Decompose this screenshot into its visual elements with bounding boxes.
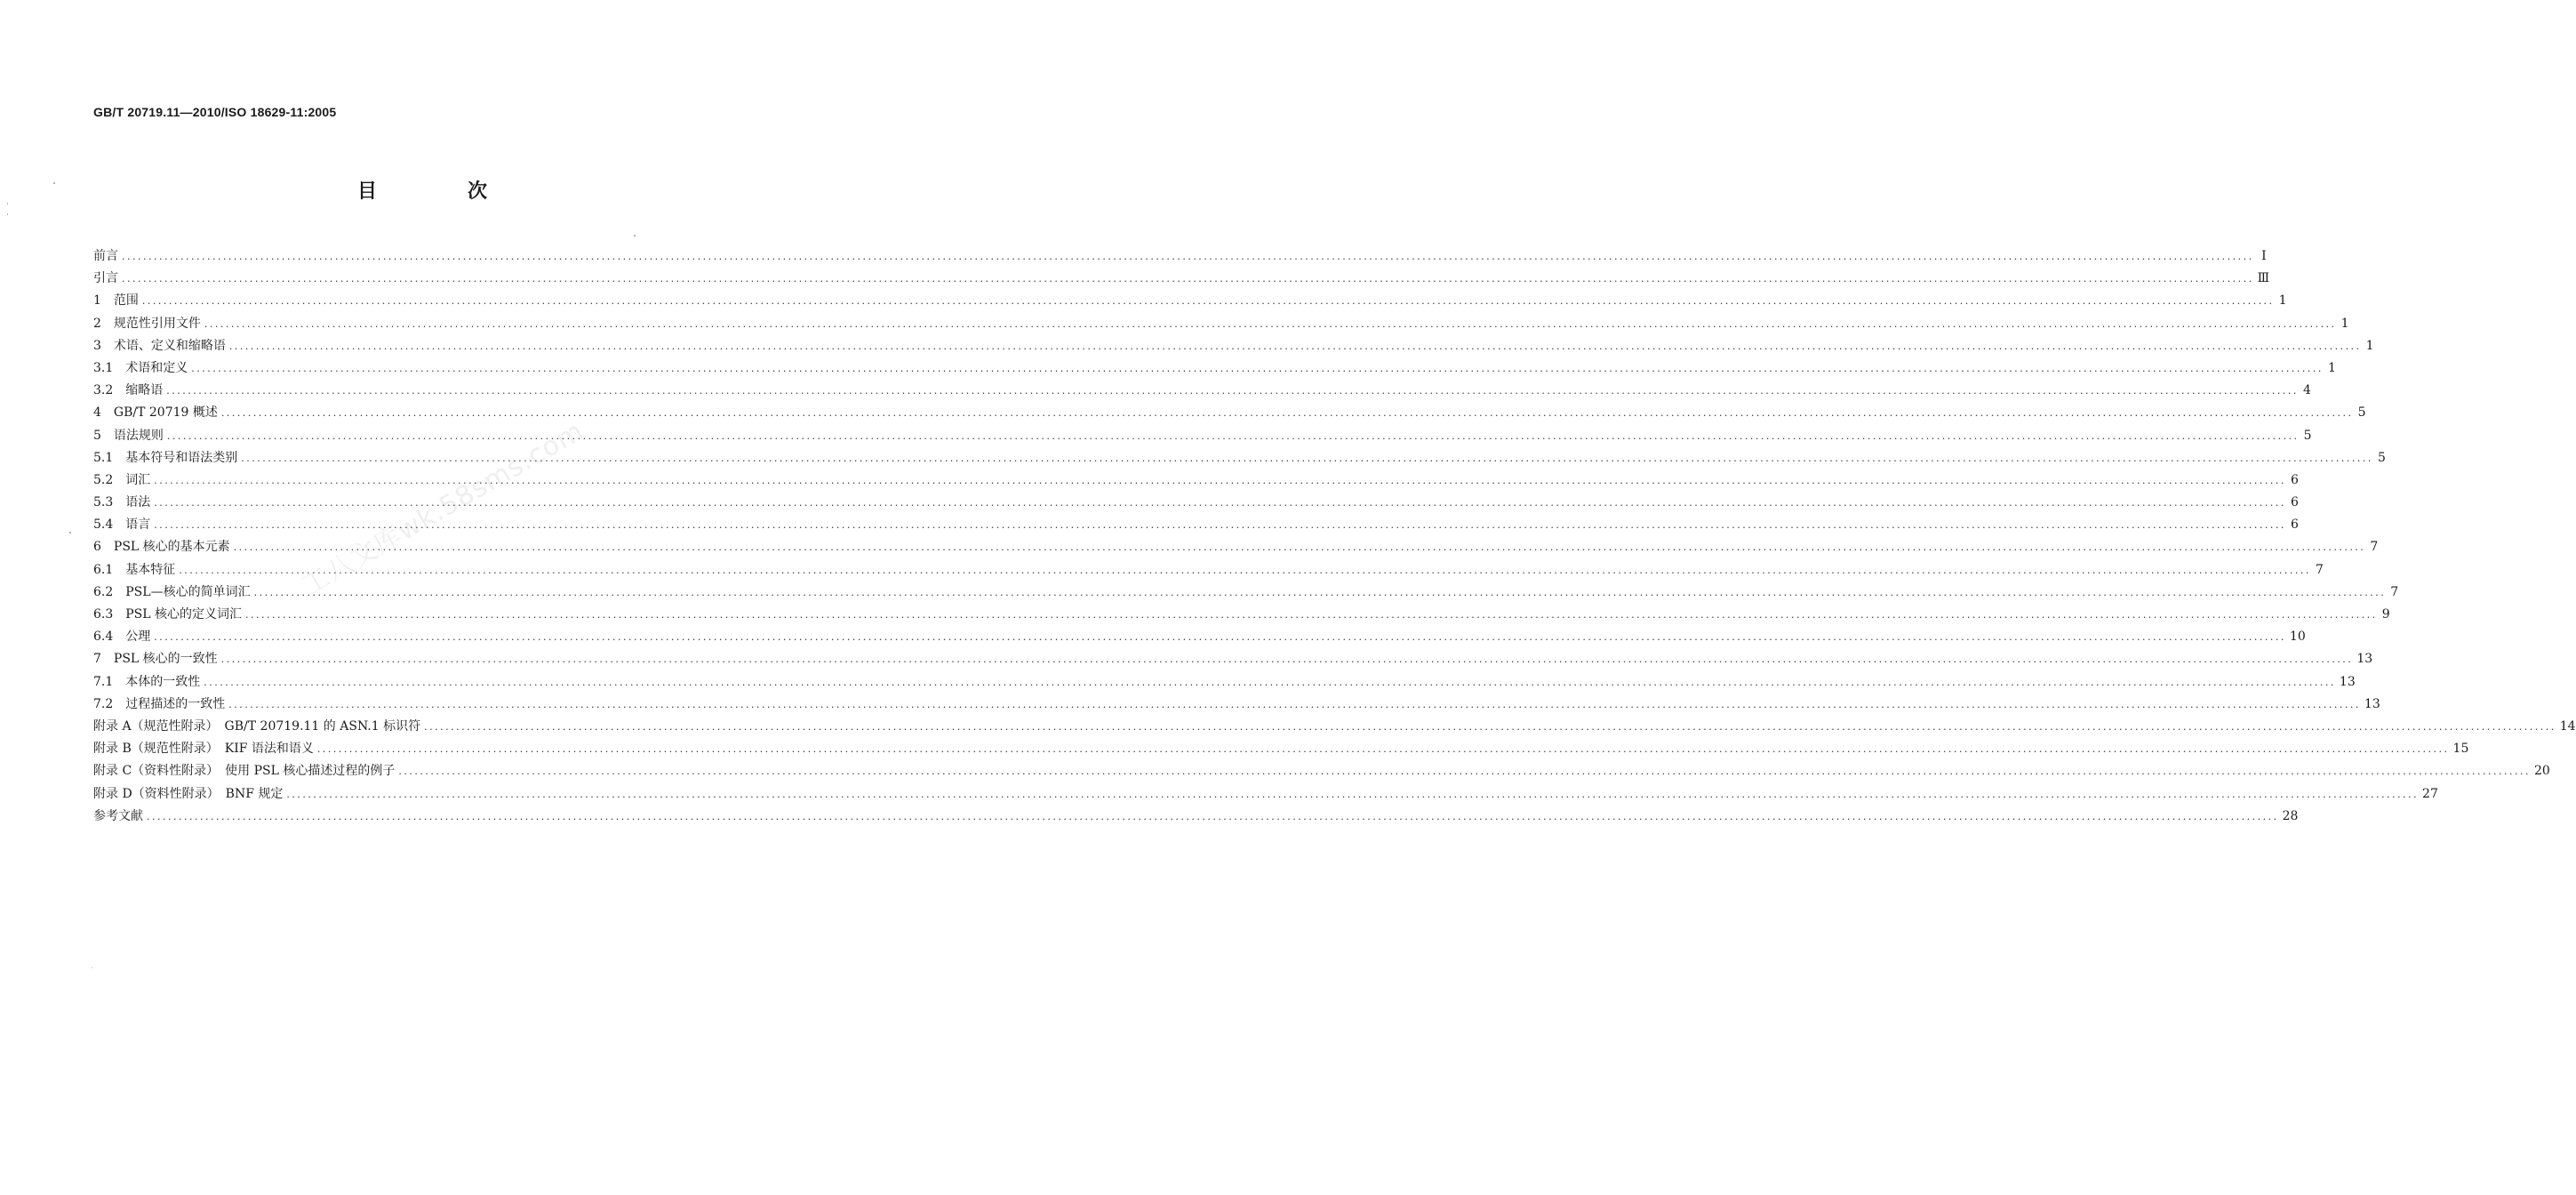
toc-leader-dots: ................................................................................................................................................................................................................................................................................................................................................................................................................: [228, 340, 2362, 352]
toc-entry-label: 引言: [93, 271, 118, 286]
toc-entry-label: 3 术语、定义和缩略语: [93, 338, 226, 353]
toc-leader-dots: ................................................................................................................................................................................................................................................................................................................................................................................................................: [147, 810, 2279, 822]
toc-entry-page: 13: [2356, 652, 2373, 667]
toc-entry-page: 6: [2290, 517, 2299, 533]
toc-entry-page: Ⅲ: [2257, 271, 2270, 286]
toc-entry-page: 13: [2364, 696, 2380, 711]
toc-leader-dots: ................................................................................................................................................................................................................................................................................................................................................................................................................: [154, 497, 2286, 509]
toc-entry-label: 附录 D（资料性附录） BNF 规定: [93, 786, 284, 801]
toc-entry-page: 15: [2452, 742, 2469, 757]
toc-entry-label: 6.1 基本特征: [93, 562, 176, 577]
toc-entry-page: 1: [2327, 360, 2336, 375]
scan-speck: [7, 203, 8, 205]
toc-entry-page: 5: [2357, 405, 2366, 421]
toc-entry-page: 1: [2365, 338, 2374, 353]
toc-entry-label: 5.2 词汇: [93, 472, 151, 487]
toc-entry: [93, 470, 2299, 493]
toc-entry-page: 5: [2377, 450, 2386, 465]
toc-entry: [93, 537, 2379, 559]
toc-entry-label: 参考文献: [93, 808, 143, 823]
toc-leader-dots: ................................................................................................................................................................................................................................................................................................................................................................................................................: [286, 788, 2420, 800]
toc-entry-label: 前言: [93, 249, 118, 263]
watermark: 工八文库wk.58sms.com: [297, 415, 590, 603]
toc-entry-page: 20: [2534, 764, 2550, 779]
table-of-contents: [93, 246, 2576, 829]
toc-leader-dots: ................................................................................................................................................................................................................................................................................................................................................................................................................: [179, 564, 2311, 576]
scan-speck: [69, 532, 71, 533]
toc-entry-label: 附录 B（规范性附录） KIF 语法和语义: [93, 742, 314, 757]
toc-entry: [93, 739, 2469, 761]
toc-entry: [93, 672, 2356, 694]
toc-leader-dots: ................................................................................................................................................................................................................................................................................................................................................................................................................: [204, 676, 2336, 688]
toc-entry: [93, 381, 2311, 403]
toc-entry-page: 14: [2559, 718, 2576, 734]
toc-leader-dots: ................................................................................................................................................................................................................................................................................................................................................................................................................: [398, 766, 2532, 778]
toc-entry-label: 3.2 缩略语: [93, 383, 164, 398]
toc-entry: [93, 493, 2299, 515]
toc-leader-dots: ................................................................................................................................................................................................................................................................................................................................................................................................................: [220, 407, 2354, 420]
toc-entry-label: 5.3 语法: [93, 495, 151, 510]
toc-leader-dots: ................................................................................................................................................................................................................................................................................................................................................................................................................: [241, 452, 2373, 464]
toc-entry-label: 4 GB/T 20719 概述: [93, 405, 218, 421]
toc-entry: [93, 426, 2312, 448]
toc-entry-page: 10: [2289, 630, 2306, 645]
toc-leader-dots: ................................................................................................................................................................................................................................................................................................................................................................................................................: [245, 609, 2378, 621]
toc-entry-label: 3.1 术语和定义: [93, 360, 188, 375]
toc-entry: [93, 515, 2299, 537]
toc-entry-page: 27: [2422, 786, 2438, 801]
toc-entry-label: 2 规范性引用文件: [93, 316, 201, 331]
toc-entry: [93, 605, 2390, 627]
toc-entry-label: 6.2 PSL—核心的简单词汇: [93, 584, 251, 599]
toc-entry-page: 7: [2315, 562, 2324, 577]
toc-entry-page: 9: [2381, 607, 2390, 622]
toc-entry-label: 7 PSL 核心的一致性: [93, 652, 218, 667]
toc-entry: [93, 627, 2306, 649]
toc-entry-label: 1 范围: [93, 293, 139, 309]
toc-entry: [93, 649, 2373, 671]
toc-entry-label: 附录 C（资料性附录） 使用 PSL 核心描述过程的例子: [93, 764, 396, 779]
toc-leader-dots: ................................................................................................................................................................................................................................................................................................................................................................................................................: [204, 317, 2337, 330]
toc-leader-dots: ................................................................................................................................................................................................................................................................................................................................................................................................................: [191, 362, 2324, 374]
standard-number: GB/T 20719.11—2010/ISO 18629-11:2005: [93, 105, 337, 119]
toc-entry-label: 6.4 公理: [93, 630, 151, 645]
toc-entry-page: 1: [2278, 293, 2287, 309]
toc-entry: [93, 246, 2267, 269]
toc-leader-dots: ................................................................................................................................................................................................................................................................................................................................................................................................................: [233, 541, 2366, 554]
toc-entry: [93, 448, 2386, 470]
scan-speck: [53, 182, 55, 184]
toc-entry-label: 6 PSL 核心的基本元素: [93, 540, 230, 555]
toc-entry-page: 13: [2339, 674, 2356, 689]
toc-entry: [93, 560, 2324, 582]
toc-entry-label: 附录 A（规范性附录） GB/T 20719.11 的 ASN.1 标识符: [93, 718, 421, 734]
toc-entry-page: Ⅰ: [2261, 249, 2267, 263]
toc-entry-page: 28: [2282, 808, 2299, 823]
toc-leader-dots: ................................................................................................................................................................................................................................................................................................................................................................................................................: [253, 586, 2387, 598]
toc-leader-dots: ................................................................................................................................................................................................................................................................................................................................................................................................................: [424, 720, 2556, 733]
toc-leader-dots: ................................................................................................................................................................................................................................................................................................................................................................................................................: [166, 385, 2299, 397]
toc-entry: [93, 784, 2438, 806]
toc-leader-dots: ................................................................................................................................................................................................................................................................................................................................................................................................................: [154, 631, 2286, 644]
toc-leader-dots: ................................................................................................................................................................................................................................................................................................................................................................................................................: [316, 743, 2450, 756]
scan-speck: [634, 235, 636, 237]
toc-entry: [93, 336, 2374, 358]
toc-entry-label: 5.4 语言: [93, 517, 151, 533]
toc-leader-dots: ................................................................................................................................................................................................................................................................................................................................................................................................................: [220, 654, 2354, 666]
toc-entry-page: 7: [2370, 540, 2379, 555]
toc-entry: [93, 291, 2287, 313]
toc-entry: [93, 717, 2576, 739]
toc-leader-dots: ................................................................................................................................................................................................................................................................................................................................................................................................................: [122, 273, 2254, 285]
toc-entry: [93, 403, 2366, 425]
toc-entry-page: 1: [2340, 316, 2349, 331]
toc-entry: [93, 806, 2299, 829]
toc-entry-label: 7.2 过程描述的一致性: [93, 696, 226, 711]
toc-entry: [93, 269, 2270, 291]
toc-entry-page: 5: [2303, 428, 2312, 443]
toc-entry: [93, 761, 2550, 783]
toc-entry-label: 5.1 基本符号和语法类别: [93, 450, 238, 465]
toc-leader-dots: ................................................................................................................................................................................................................................................................................................................................................................................................................: [141, 295, 2275, 308]
toc-entry: [93, 358, 2336, 381]
toc-entry-label: 5 语法规则: [93, 428, 164, 443]
toc-leader-dots: ................................................................................................................................................................................................................................................................................................................................................................................................................: [122, 251, 2254, 262]
toc-leader-dots: ................................................................................................................................................................................................................................................................................................................................................................................................................: [154, 474, 2286, 486]
toc-entry-label: 7.1 本体的一致性: [93, 674, 201, 689]
toc-leader-dots: ................................................................................................................................................................................................................................................................................................................................................................................................................: [228, 698, 2361, 710]
toc-entry-label: 6.3 PSL 核心的定义词汇: [93, 607, 243, 622]
scan-speck: [7, 213, 8, 215]
toc-entry-page: 7: [2390, 584, 2399, 599]
toc-leader-dots: ................................................................................................................................................................................................................................................................................................................................................................................................................: [154, 519, 2286, 532]
toc-entry-page: 6: [2290, 495, 2299, 510]
toc-entry-page: 6: [2290, 472, 2299, 487]
toc-leader-dots: ................................................................................................................................................................................................................................................................................................................................................................................................................: [166, 429, 2300, 442]
page-title: 目 次: [356, 180, 523, 203]
toc-entry: [93, 314, 2349, 336]
toc-entry-page: 4: [2302, 383, 2311, 398]
toc-entry: [93, 582, 2399, 605]
toc-entry: [93, 694, 2380, 717]
